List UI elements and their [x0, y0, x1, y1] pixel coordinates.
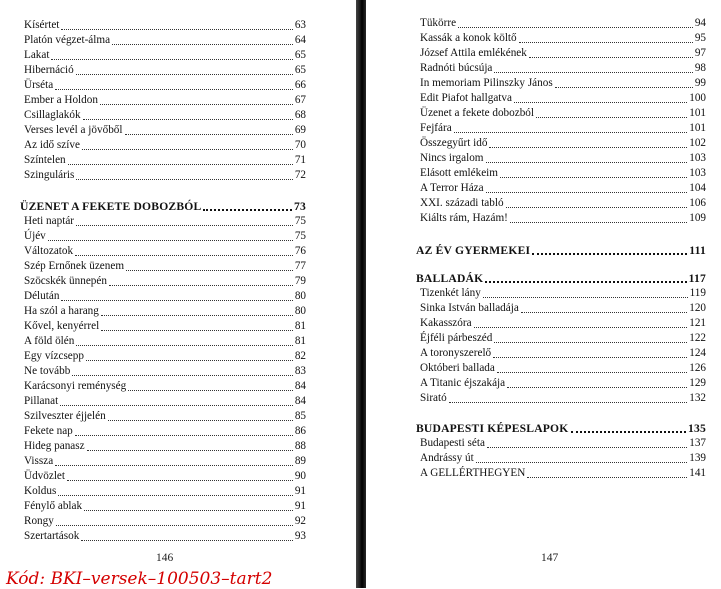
toc-entry: [416, 151, 706, 165]
toc-entry-title: Karácsonyi reménység: [24, 380, 127, 392]
toc-entry-page: 88: [294, 440, 306, 452]
dot-leader: [56, 516, 293, 526]
dot-leader: [487, 438, 687, 448]
toc-entry-title: Szöcskék ünnepén: [24, 275, 107, 287]
toc-entry-title: Összegyűrt idő: [420, 137, 488, 149]
dot-leader: [571, 422, 687, 433]
toc-entry: [20, 364, 306, 378]
toc-section-heading: [416, 243, 706, 257]
toc-entry: [416, 436, 706, 450]
toc-entry: [416, 91, 706, 105]
toc-entry-title: In memoriam Pilinszky János: [420, 77, 553, 89]
toc-entry: [20, 484, 306, 498]
toc-entry: [20, 93, 306, 107]
toc-entry: [416, 121, 706, 135]
dot-leader: [203, 200, 292, 211]
toc-entry-title: Vissza: [24, 455, 54, 467]
toc-entry-title: Változatok: [24, 245, 74, 257]
toc-entry-title: Szilveszter éjjelén: [24, 410, 106, 422]
dot-leader: [485, 272, 686, 283]
toc-entry: [416, 211, 706, 225]
toc-entry: [416, 76, 706, 90]
toc-entry-page: 103: [689, 152, 706, 164]
toc-entry-page: 68: [294, 109, 306, 121]
toc-entry: [416, 136, 706, 150]
dot-leader: [101, 321, 293, 331]
dot-leader: [75, 246, 293, 256]
toc-entry-page: 117: [688, 272, 706, 285]
toc-entry: [20, 48, 306, 62]
toc-entry: [20, 138, 306, 152]
toc-entry-title: Elásott emlékeim: [420, 167, 498, 179]
toc-entry-page: 106: [689, 197, 706, 209]
toc-entry-page: 89: [294, 455, 306, 467]
dot-leader: [493, 348, 687, 358]
dot-leader: [476, 453, 687, 463]
toc-entry-page: 84: [294, 380, 306, 392]
toc-entry: [20, 454, 306, 468]
toc-entry: [20, 514, 306, 528]
toc-entry-title: Nincs irgalom: [420, 152, 484, 164]
dot-leader: [128, 381, 293, 391]
toc-entry: [416, 466, 706, 480]
dot-leader: [458, 18, 693, 28]
toc-entry: [416, 196, 706, 210]
toc-entry-title: XXI. századi tabló: [420, 197, 504, 209]
toc-entry-title: A GELLÉRTHEGYEN: [420, 467, 526, 479]
dot-leader: [76, 170, 292, 180]
dot-leader: [76, 216, 293, 226]
toc-entry-page: 121: [689, 317, 706, 329]
dot-leader: [494, 63, 692, 73]
toc-entry: [20, 108, 306, 122]
toc-entry: [20, 244, 306, 258]
dot-leader: [75, 426, 293, 436]
toc-entry-page: 139: [689, 452, 706, 464]
toc-entry-title: Üzenet a fekete dobozból: [420, 107, 534, 119]
toc-entry-page: 109: [689, 212, 706, 224]
dot-leader: [61, 291, 292, 301]
dot-leader: [519, 33, 693, 43]
toc-entry-page: 77: [294, 260, 306, 272]
toc-entry-title: Kassák a konok költő: [420, 32, 517, 44]
toc-entry-page: 124: [689, 347, 706, 359]
toc-entry: [416, 376, 706, 390]
toc-entry-page: 91: [294, 500, 306, 512]
toc-entry-title: Egy vízcsepp: [24, 350, 84, 362]
dot-leader: [76, 336, 292, 346]
toc-entry-title: Kiálts rám, Hazám!: [420, 212, 508, 224]
toc-entry: [416, 46, 706, 60]
toc-entry-title: Kísértet: [24, 19, 60, 31]
toc-entry-page: 81: [294, 320, 306, 332]
toc-section-heading: [20, 199, 306, 213]
toc-entry-title: Tizenkét lány: [420, 287, 481, 299]
toc-entry-page: 75: [294, 230, 306, 242]
toc-entry-title: Edit Piafot hallgatva: [420, 92, 512, 104]
toc-entry-page: 76: [294, 245, 306, 257]
toc-entry: [20, 259, 306, 273]
toc-entry-page: 81: [294, 335, 306, 347]
toc-entry-page: 132: [689, 392, 706, 404]
dot-leader: [55, 456, 293, 466]
toc-entry-title: Radnóti búcsúja: [420, 62, 493, 74]
toc-entry-title: Szinguláris: [24, 169, 75, 181]
toc-entry-page: 100: [689, 92, 706, 104]
dot-leader: [529, 48, 693, 58]
left-page: [0, 0, 356, 588]
toc-section-heading: [416, 421, 706, 435]
toc-entry-title: A föld ölén: [24, 335, 75, 347]
toc-entry: [20, 63, 306, 77]
toc-entry-page: 75: [294, 215, 306, 227]
toc-entry-title: A toronyszerelő: [420, 347, 492, 359]
toc-entry-page: 91: [294, 485, 306, 497]
dot-leader: [474, 318, 688, 328]
toc-entry-page: 104: [689, 182, 706, 194]
toc-section-heading: [416, 271, 706, 285]
toc-entry: [416, 16, 706, 30]
dot-leader: [126, 261, 293, 271]
toc-entry-page: 129: [689, 377, 706, 389]
page-number-left: 146: [156, 552, 174, 564]
dot-leader: [483, 288, 688, 298]
dot-leader: [109, 276, 293, 286]
toc-entry: [20, 334, 306, 348]
toc-entry-title: Koldus: [24, 485, 57, 497]
toc-entry-title: Üdvözlet: [24, 470, 66, 482]
dot-leader: [112, 35, 293, 45]
dot-leader: [76, 65, 293, 75]
dot-leader: [81, 531, 293, 541]
dot-leader: [68, 155, 293, 165]
toc-entry-page: 95: [694, 32, 706, 44]
toc-entry-page: 126: [689, 362, 706, 374]
dot-leader: [454, 123, 688, 133]
toc-entry-page: 135: [688, 422, 706, 435]
dot-leader: [510, 213, 687, 223]
toc-entry: [20, 349, 306, 363]
toc-entry-page: 82: [294, 350, 306, 362]
toc-entry: [20, 499, 306, 513]
toc-entry: [416, 346, 706, 360]
toc-entry-page: 72: [294, 169, 306, 181]
toc-entry-title: Ne tovább: [24, 365, 71, 377]
toc-entry-page: 111: [689, 244, 706, 257]
toc-entry-title: Színtelen: [24, 154, 66, 166]
toc-entry-title: Szép Ernőnek üzenem: [24, 260, 125, 272]
toc-entry-title: Platón végzet-álma: [24, 34, 111, 46]
dot-leader: [486, 183, 688, 193]
toc-entry: [416, 31, 706, 45]
toc-entry-title: Ürséta: [24, 79, 54, 91]
toc-entry: [416, 316, 706, 330]
toc-entry-title: Kakasszóra: [420, 317, 472, 329]
toc-entry-page: 90: [294, 470, 306, 482]
toc-entry-title: Budapesti séta: [420, 437, 485, 449]
toc-entry-page: 86: [294, 425, 306, 437]
toc-entry: [20, 33, 306, 47]
dot-leader: [55, 80, 293, 90]
toc-entry: [20, 319, 306, 333]
toc-entry-page: 99: [694, 77, 706, 89]
toc-entry-page: 141: [689, 467, 706, 479]
toc-entry-page: 120: [689, 302, 706, 314]
toc-entry-page: 67: [294, 94, 306, 106]
dot-leader: [532, 244, 687, 255]
toc-entry: [416, 451, 706, 465]
toc-entry-title: Éjféli párbeszéd: [420, 332, 493, 344]
toc-entry-title: Sinka István balladája: [420, 302, 519, 314]
toc-entry-title: Andrássy út: [420, 452, 474, 464]
dot-leader: [497, 363, 687, 373]
dot-leader: [500, 168, 687, 178]
toc-entry-title: Októberi ballada: [420, 362, 495, 374]
dot-leader: [61, 20, 292, 30]
toc-entry: [416, 286, 706, 300]
toc-entry-page: 63: [294, 19, 306, 31]
toc-entry-page: 92: [294, 515, 306, 527]
dot-leader: [521, 303, 687, 313]
toc-entry-page: 101: [689, 122, 706, 134]
toc-entry: [20, 18, 306, 32]
toc-entry-title: A Titanic éjszakája: [420, 377, 506, 389]
toc-entry-title: Heti naptár: [24, 215, 75, 227]
dot-leader: [100, 95, 293, 105]
dot-leader: [83, 110, 293, 120]
toc-entry: [20, 214, 306, 228]
dot-leader: [72, 366, 293, 376]
toc-entry-page: 69: [294, 124, 306, 136]
toc-entry-page: 79: [294, 275, 306, 287]
toc-entry-title: Újév: [24, 230, 46, 242]
toc-entry: [20, 78, 306, 92]
toc-entry-page: 102: [689, 137, 706, 149]
toc-entry-page: 101: [689, 107, 706, 119]
toc-entry-title: Szertartások: [24, 530, 80, 542]
toc-entry: [20, 289, 306, 303]
toc-entry-title: Délután: [24, 290, 60, 302]
toc-entry-title: Pillanat: [24, 395, 59, 407]
toc-entry-page: 65: [294, 49, 306, 61]
toc-entry-title: Kővel, kenyérrel: [24, 320, 100, 332]
toc-entry-title: AZ ÉV GYERMEKEI: [416, 244, 531, 257]
toc-entry-page: 97: [694, 47, 706, 59]
toc-entry-page: 85: [294, 410, 306, 422]
toc-entry-title: Ha szól a harang: [24, 305, 99, 317]
toc-entry: [416, 331, 706, 345]
dot-leader: [48, 231, 293, 241]
dot-leader: [51, 50, 292, 60]
toc-entry: [416, 301, 706, 315]
archive-code-stamp: Kód: BKI–versek–100503–tart2: [6, 569, 273, 589]
toc-entry-title: Hideg panasz: [24, 440, 85, 452]
dot-leader: [527, 468, 687, 478]
toc-entry-title: Ember a Holdon: [24, 94, 98, 106]
toc-entry-title: Fejfára: [420, 122, 452, 134]
dot-leader: [125, 125, 293, 135]
toc-entry: [416, 361, 706, 375]
toc-entry-page: 73: [294, 200, 306, 213]
toc-entry-page: 119: [689, 287, 706, 299]
toc-entry-title: Tükörre: [420, 17, 457, 29]
toc-entry-page: 122: [689, 332, 706, 344]
toc-entry-page: 80: [294, 305, 306, 317]
toc-entry-page: 71: [294, 154, 306, 166]
toc-entry: [20, 394, 306, 408]
toc-entry: [416, 106, 706, 120]
toc-entry: [20, 439, 306, 453]
toc-entry-title: Fekete nap: [24, 425, 73, 437]
toc-entry-page: 84: [294, 395, 306, 407]
dot-leader: [507, 378, 687, 388]
toc-entry: [20, 168, 306, 182]
toc-entry-page: 64: [294, 34, 306, 46]
toc-entry-title: Lakat: [24, 49, 50, 61]
toc-entry: [20, 424, 306, 438]
dot-leader: [86, 351, 293, 361]
toc-entry-page: 83: [294, 365, 306, 377]
dot-leader: [506, 198, 688, 208]
toc-entry: [20, 153, 306, 167]
toc-entry: [20, 123, 306, 137]
dot-leader: [536, 108, 687, 118]
toc-entry-title: Az idő szíve: [24, 139, 80, 151]
page-number-right: 147: [541, 552, 559, 564]
toc-entry-page: 98: [694, 62, 706, 74]
dot-leader: [87, 441, 293, 451]
toc-entry: [20, 379, 306, 393]
dot-leader: [514, 93, 687, 103]
dot-leader: [60, 396, 293, 406]
toc-entry: [20, 529, 306, 543]
toc-entry-title: Csillaglakók: [24, 109, 81, 121]
dot-leader: [84, 501, 293, 511]
toc-entry-page: 137: [689, 437, 706, 449]
toc-entry-page: 94: [694, 17, 706, 29]
book-spine: [356, 0, 366, 588]
right-page: [366, 0, 721, 588]
toc-entry-title: Hibernáció: [24, 64, 74, 76]
toc-entry: [416, 166, 706, 180]
dot-leader: [489, 138, 687, 148]
toc-entry: [20, 304, 306, 318]
toc-entry: [20, 409, 306, 423]
toc-entry-page: 103: [689, 167, 706, 179]
dot-leader: [108, 411, 293, 421]
toc-entry-page: 66: [294, 79, 306, 91]
toc-entry: [20, 274, 306, 288]
toc-entry-title: Fénylő ablak: [24, 500, 83, 512]
dot-leader: [486, 153, 688, 163]
dot-leader: [82, 140, 293, 150]
dot-leader: [67, 471, 293, 481]
toc-entry: [416, 391, 706, 405]
dot-leader: [58, 486, 292, 496]
dot-leader: [494, 333, 687, 343]
toc-entry-title: Rongy: [24, 515, 54, 527]
toc-entry-title: ÜZENET A FEKETE DOBOZBÓL: [20, 200, 202, 213]
toc-entry-title: BALLADÁK: [416, 272, 484, 285]
toc-entry: [416, 181, 706, 195]
toc-entry-page: 65: [294, 64, 306, 76]
toc-entry-title: Sirató: [420, 392, 447, 404]
toc-entry-title: BUDAPESTI KÉPESLAPOK: [416, 422, 569, 435]
toc-entry-page: 80: [294, 290, 306, 302]
dot-leader: [449, 393, 687, 403]
toc-entry: [20, 229, 306, 243]
toc-entry: [20, 469, 306, 483]
dot-leader: [101, 306, 293, 316]
toc-entry-page: 93: [294, 530, 306, 542]
toc-entry: [416, 61, 706, 75]
dot-leader: [555, 78, 693, 88]
toc-entry-title: Verses levél a jövőből: [24, 124, 123, 136]
toc-entry-title: A Terror Háza: [420, 182, 484, 194]
toc-entry-page: 70: [294, 139, 306, 151]
toc-entry-title: József Attila emlékének: [420, 47, 527, 59]
